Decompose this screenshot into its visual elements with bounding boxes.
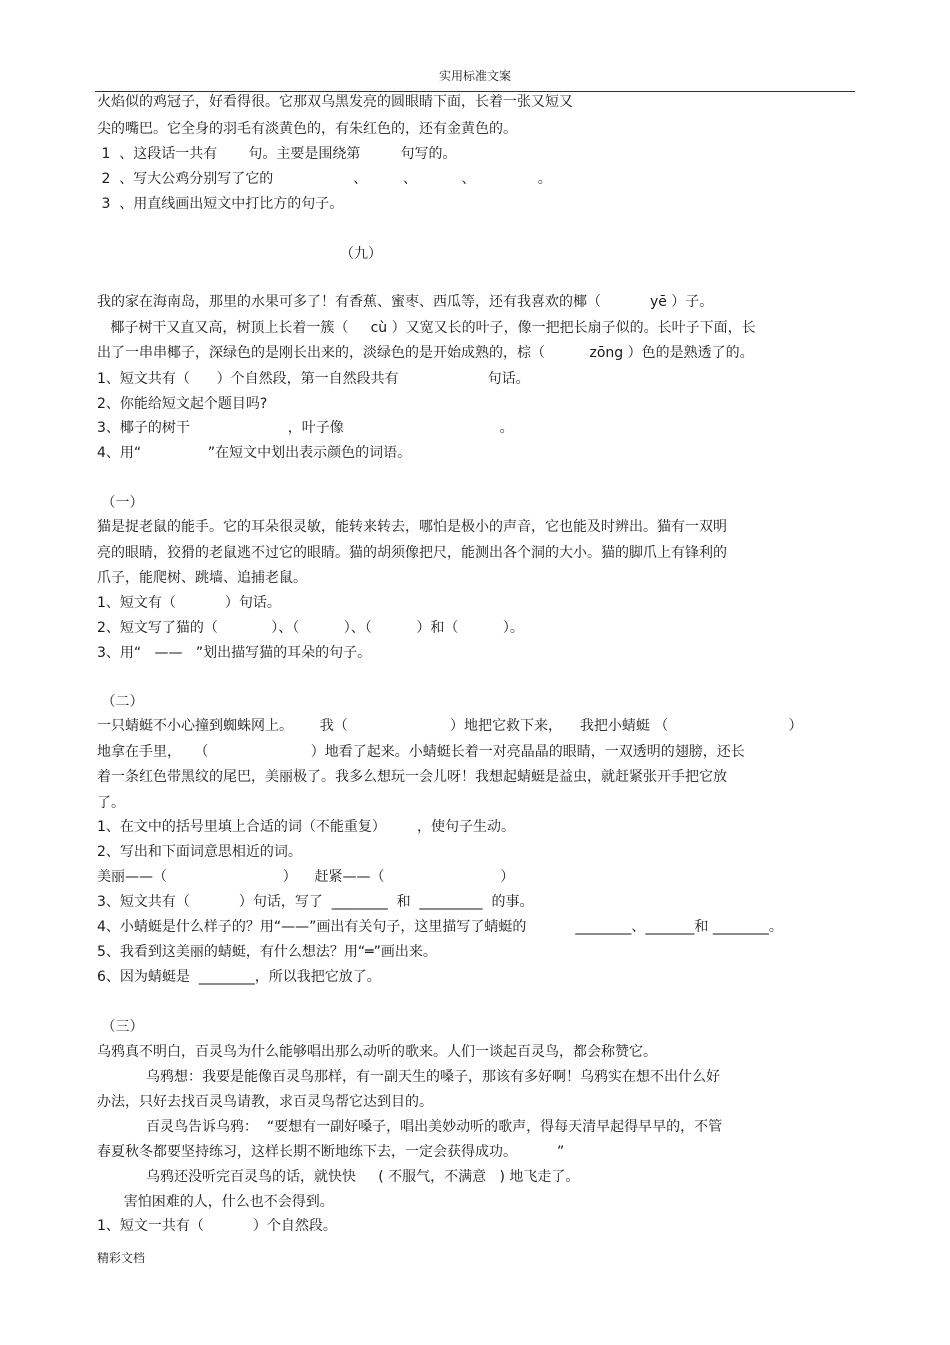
question-line: 4、小蜻蜓是什么样子的？用“——”画出有关句子，这里描写了蜻蜓的 ________、_______和 ________。 bbox=[97, 919, 783, 935]
question-line: 3、短文共有（ ）句话，写了 ________ 和 _________ 的事。 bbox=[97, 894, 534, 910]
question-line: 6、因为蜻蜓是 ________，所以我把它放了。 bbox=[97, 969, 381, 985]
text-line: 出了一串串椰子，深绿色的是刚长出来的，淡绿色的是开始成熟的，棕（ zōng ）色的是熟透了的。 bbox=[97, 345, 754, 361]
text-line: 一只蜻蜓不小心撞到蜘蛛网上。 我（ ）地把它救下来， 我把小蜻蜓 （ ） bbox=[97, 718, 803, 734]
text-line: 乌鸦真不明白，百灵鸟为什么能够唱出那么动听的歌来。人们一谈起百灵鸟，都会称赞它。 bbox=[97, 1044, 657, 1060]
text-line: 春夏秋冬都要坚持练习，这样长期不断地练下去，一定会获得成功。 ” bbox=[97, 1144, 565, 1160]
question-line: 4、用“ ”在短文中划出表示颜色的词语。 bbox=[97, 445, 412, 461]
section-title: （九） bbox=[340, 246, 382, 262]
page-footer: 精彩文档 bbox=[97, 1251, 146, 1265]
question-line: 1、短文共有（ ）个自然段，第一自然段共有 句话。 bbox=[97, 371, 530, 387]
text-line: 乌鸦想：我要是能像百灵鸟那样，有一副天生的嗓子，那该有多好啊！乌鸦实在想不出什么好 bbox=[97, 1069, 720, 1085]
page-header: 实用标准文案 bbox=[438, 69, 511, 83]
text-line: 火焰似的鸡冠子，好看得很。它那双乌黑发亮的圆眼睛下面，长着一张又短又 bbox=[97, 94, 573, 110]
section-title: （二） bbox=[97, 694, 144, 710]
text-line: 着一条红色带黑纹的尾巴，美丽极了。我多么想玩一会儿呀！我想起蜻蜓是益虫，就赶紧张开手把它放 bbox=[97, 769, 727, 785]
text-line: 尖的嘴巴。它全身的羽毛有淡黄色的，有朱红色的，还有金黄色的。 bbox=[97, 121, 517, 137]
text-line: 办法，只好去找百灵鸟请教，求百灵鸟帮它达到目的。 bbox=[97, 1094, 433, 1110]
text-line: 地拿在手里， （ ）地看了起来。小蜻蜓长着一对亮晶晶的眼睛，一双透明的翅膀，还长 bbox=[97, 744, 745, 760]
question-line: 1、短文一共有（ ）个自然段。 bbox=[97, 1218, 337, 1234]
question-line: 3 、用直线画出短文中打比方的句子。 bbox=[97, 196, 344, 212]
text-line: 亮的眼睛，狡猾的老鼠逃不过它的眼睛。猫的胡须像把尺，能测出各个洞的大小。猫的脚爪上有锋利的 bbox=[97, 545, 727, 561]
text-line: 我的家在海南岛，那里的水果可多了！有香蕉、蜜枣、西瓜等，还有我喜欢的椰（ yē ）子。 bbox=[97, 294, 714, 310]
question-line: 2、写出和下面词意思相近的词。 bbox=[97, 844, 302, 860]
question-line: 1 、这段话一共有 句。主要是围绕第 句写的。 bbox=[97, 146, 457, 162]
text-line: 害怕困难的人，什么也不会得到。 bbox=[97, 1194, 334, 1210]
header-rule bbox=[95, 91, 855, 92]
question-line: 1、在文中的括号里填上合适的词（不能重复） ，使句子生动。 bbox=[97, 819, 516, 835]
question-line: 1、短文有（ ）句话。 bbox=[97, 595, 281, 611]
question-line: 3、用“ —— ”划出描写猫的耳朵的句子。 bbox=[97, 645, 372, 661]
question-line: 2、你能给短文起个题目吗? bbox=[97, 396, 268, 412]
text-line: 爪子，能爬树、跳墙、追捕老鼠。 bbox=[97, 570, 307, 586]
question-line: 美丽——（ ） 赶紧——（ ） bbox=[97, 869, 515, 885]
question-line: 2、短文写了猫的（ ）、（ ）、（ ）和（ ）。 bbox=[97, 620, 524, 636]
question-line: 3、椰子的树干 ，叶子像 。 bbox=[97, 420, 514, 436]
text-line: 椰子树干又直又高，树顶上长着一簇（ cù ）又宽又长的叶子，像一把把长扇子似的。长叶子下面，长 bbox=[97, 320, 756, 336]
question-line: 5、我看到这美丽的蜻蜓，有什么想法？用“═”画出来。 bbox=[97, 944, 437, 960]
text-line: 百灵鸟告诉乌鸦： “要想有一副好嗓子，唱出美妙动听的歌声，得每天清早起得早早的，不管 bbox=[97, 1119, 723, 1135]
text-line: 猫是捉老鼠的能手。它的耳朵很灵敏，能转来转去，哪怕是极小的声音，它也能及时辨出。猫有一双明 bbox=[97, 519, 727, 535]
section-title: （一） bbox=[97, 495, 144, 511]
section-title: （三） bbox=[97, 1019, 144, 1035]
text-line: 了。 bbox=[97, 795, 125, 811]
question-line: 2 、写大公鸡分别写了它的 、 、 、 。 bbox=[97, 171, 552, 187]
text-line: 乌鸦还没听完百灵鸟的话，就快快 ( 不服气，不满意 ) 地飞走了。 bbox=[97, 1169, 580, 1185]
